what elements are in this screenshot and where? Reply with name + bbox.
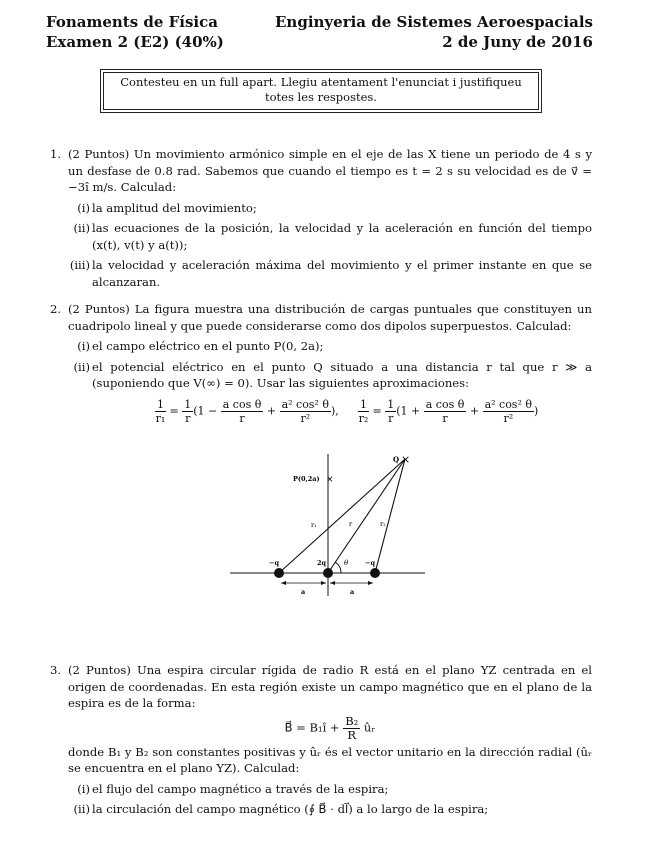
fraction: $\frac{1}{\text{r₂}}$ — [358, 398, 369, 425]
approximation-formula-2: $\frac{1}{\text{r₂}}$ = $\frac{1}{r}$ (1 + $\frac{\text{a cos θ}}{r}$ + $\frac{\text{a² cos² θ}}{\text{r²}}$ ) — [358, 398, 539, 425]
fraction: $\frac{1}{r}$ — [184, 398, 192, 425]
sub-question — [68, 801, 592, 818]
fraction: $\frac{\text{a² cos² θ}}{\text{r²}}$ — [281, 398, 329, 425]
r-line — [328, 459, 405, 573]
theta-arc — [335, 562, 341, 573]
question-intro: (2 Puntos) Una espira circular rígida de radio R está en el plano YZ centrada en el origen de coordenadas. En esta región existe un campo magnético que en el plano de la espira es de la forma: — [68, 663, 592, 710]
question-2 — [50, 301, 592, 392]
r2-line — [375, 459, 405, 573]
sub-question — [68, 220, 592, 253]
fraction: $\frac{\text{B₂}}{R}$ — [345, 713, 359, 742]
fraction: $\frac{1}{\text{r₁}}$ — [155, 398, 166, 425]
sub-question — [68, 338, 592, 355]
sub-question-text: la velocidad y aceleración máxima del movimiento y el primer instante en que se alcanzaran. — [92, 258, 592, 289]
sub-question-numeral: (iii) — [69, 258, 90, 272]
label-distance-right: a — [350, 588, 355, 596]
sub-question-numeral: (i) — [77, 339, 90, 353]
question-number: 2. — [50, 302, 62, 316]
degree-title: Enginyeria de Sistemes Aeroespacials — [275, 13, 593, 31]
label-r2: r₂ — [380, 520, 386, 528]
exam-date: 2 de Juny de 2016 — [442, 33, 593, 51]
sub-question — [68, 359, 592, 392]
course-title: Fonaments de Física — [46, 13, 218, 31]
label-r: r — [349, 520, 353, 528]
instructions-text: Contesteu en un full apart. Llegiu atentament l'enunciat i justifiqueu totes les respostes. — [103, 72, 539, 110]
label-r1: r₁ — [311, 521, 317, 529]
sub-question-numeral: (i) — [77, 200, 90, 215]
instructions-box — [100, 69, 542, 113]
charge-right — [370, 568, 380, 578]
sub-question-text: las ecuaciones de la posición, la velocidad y la aceleración en función del tiempo (x(t), v(t) y a(t)); — [92, 221, 592, 252]
p-point-marker: × — [326, 475, 334, 485]
sub-question-numeral: (i) — [77, 781, 90, 796]
sub-question — [68, 200, 592, 217]
sub-question-numeral: (ii) — [73, 221, 90, 235]
question-3 — [50, 662, 592, 818]
fraction: $\frac{\text{a² cos² θ}}{\text{r²}}$ — [484, 398, 532, 425]
sub-question-text: la circulación del campo magnético (∮ B⃗ · dl⃗) a lo largo de la espira; — [92, 802, 489, 816]
label-charge-center: 2q — [317, 559, 327, 567]
label-charge-right: −q — [365, 559, 375, 567]
question-number: 1. — [50, 147, 62, 161]
sub-question — [68, 257, 592, 290]
sub-question-text: la amplitud del movimiento; — [92, 200, 257, 215]
sub-question-text: el flujo del campo magnético a través de la espira; — [92, 781, 389, 796]
label-p-point: P(0,2a) — [293, 475, 320, 483]
q-point-marker: × — [401, 453, 411, 466]
sub-question-numeral: (ii) — [73, 802, 90, 816]
label-charge-left: −q — [269, 559, 279, 567]
fraction: $\frac{\text{a cos θ}}{r}$ — [222, 398, 262, 425]
question-number: 3. — [50, 663, 62, 677]
label-theta: θ — [344, 559, 349, 567]
question-intro: (2 Puntos) La figura muestra una distribución de cargas puntuales que constituyen un cuadripolo lineal y que puede considerarse como dos dipolos superpuestos. Calculad: — [68, 302, 592, 333]
sub-question-text: el potencial eléctrico en el punto Q situado a una distancia r tal que r ≫ a (suponiendo que V(∞) = 0). Usar las siguientes aproximaciones: — [92, 359, 592, 390]
charge-center — [323, 568, 333, 578]
question-intro: (2 Puntos) Un movimiento armónico simple en el eje de las X tiene un periodo de 4 s y un desfase de 0.8 rad. Sabemos que cuando el tiempo es t = 2 s su velocidad es de v⃗ = −3î m/s. Calculad: — [68, 147, 592, 194]
header-right — [275, 12, 593, 52]
label-distance-left: a — [301, 588, 306, 596]
label-q-point: Q — [393, 455, 400, 464]
fraction: $\frac{1}{r}$ — [387, 398, 395, 425]
exam-title: Examen 2 (E2) (40%) — [46, 33, 224, 51]
header-left — [46, 12, 224, 52]
question-continuation: donde B₁ y B₂ son constantes positivas y ûᵣ és el vector unitario en la dirección radial (ûᵣ se encuentra en el plano YZ). Calculad: — [68, 744, 592, 775]
approximation-formula-1: $\frac{1}{\text{r₁}}$ = $\frac{1}{r}$ (1 − $\frac{\text{a cos θ}}{r}$ + $\frac{\text{a² cos² θ}}{\text{r²}}$ ), — [155, 398, 339, 425]
fraction: $\frac{\text{a cos θ}}{r}$ — [425, 398, 465, 425]
question-1 — [50, 146, 592, 290]
sub-question-text: el campo eléctrico en el punto P(0, 2a); — [92, 339, 324, 353]
quadrupole-figure — [225, 446, 435, 604]
charge-left — [274, 568, 284, 578]
sub-question-numeral: (ii) — [73, 359, 90, 374]
sub-question — [68, 781, 592, 798]
magnetic-field-formula: B⃗ = B₁î + $\frac{\text{B₂}}{R}$ ûᵣ — [284, 713, 376, 742]
